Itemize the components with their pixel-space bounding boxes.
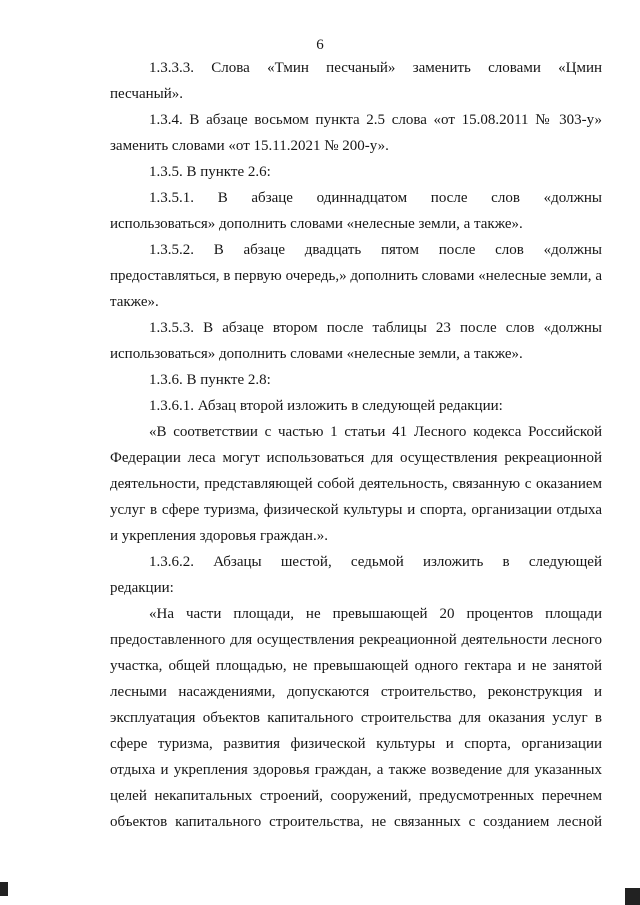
text-line: «В соответствии с частью 1 статьи 41 Лесного кодекса Российской [149, 424, 602, 440]
text-line: целей некапитальных строений, сооружений, предусмотренных перечнем [110, 788, 602, 804]
text-line: 1.3.5.2. В абзаце двадцать пятом после слов «должны [149, 242, 602, 258]
page-number: 6 [316, 37, 324, 53]
text-line: 1.3.6.2. Абзацы шестой, седьмой изложить в следующей [149, 554, 602, 570]
text-line: предоставляться, в первую очередь,» дополнить словами «нелесные земли, а [110, 268, 602, 284]
text-line: Федерации леса могут использоваться для осуществления рекреационной [110, 450, 602, 466]
text-line: использоваться» дополнить словами «нелесные земли, а также». [110, 346, 523, 362]
text-line: также». [110, 294, 159, 310]
text-line: отдыха и укрепления здоровья граждан, а также возведение для указанных [110, 762, 602, 778]
scan-artifact [0, 882, 8, 896]
scan-artifact [625, 888, 640, 905]
text-line: песчаный». [110, 86, 184, 102]
text-line: «На части площади, не превышающей 20 процентов площади [149, 606, 602, 622]
text-line: услуг в сфере туризма, физической культуры и спорта, организации отдыха [110, 502, 602, 518]
text-line: 1.3.5. В пункте 2.6: [149, 164, 271, 180]
text-line: 1.3.6. В пункте 2.8: [149, 372, 271, 388]
text-line: сфере туризма, развития физической культуры и спорта, организации [110, 736, 602, 752]
text-line: 1.3.3.3. Слова «Тмин песчаный» заменить словами «Цмин [149, 60, 602, 76]
text-line: объектов капитального строительства, не связанных с созданием лесной [110, 814, 602, 830]
text-line: участка, общей площадью, не превышающей одного гектара и не занятой [110, 658, 602, 674]
text-line: редакции: [110, 580, 174, 596]
text-line: эксплуатация объектов капитального строительства для оказания услуг в [110, 710, 602, 726]
text-line: и укрепления здоровья граждан.». [110, 528, 328, 544]
text-line: заменить словами «от 15.11.2021 № 200-у». [110, 138, 389, 154]
text-line: 1.3.5.1. В абзаце одиннадцатом после слов «должны [149, 190, 602, 206]
text-line: 1.3.4. В абзаце восьмом пункта 2.5 слова «от 15.08.2011 № 303-у» [149, 112, 602, 128]
text-line: 1.3.6.1. Абзац второй изложить в следующей редакции: [149, 398, 503, 414]
text-line: использоваться» дополнить словами «нелесные земли, а также». [110, 216, 523, 232]
text-line: деятельности, представляющей собой деятельность, связанную с оказанием [110, 476, 602, 492]
text-line: предоставленного для осуществления рекреационной деятельности лесного [110, 632, 602, 648]
text-line: лесными насаждениями, допускаются строительство, реконструкция и [110, 684, 602, 700]
text-line: 1.3.5.3. В абзаце втором после таблицы 23 после слов «должны [149, 320, 602, 336]
